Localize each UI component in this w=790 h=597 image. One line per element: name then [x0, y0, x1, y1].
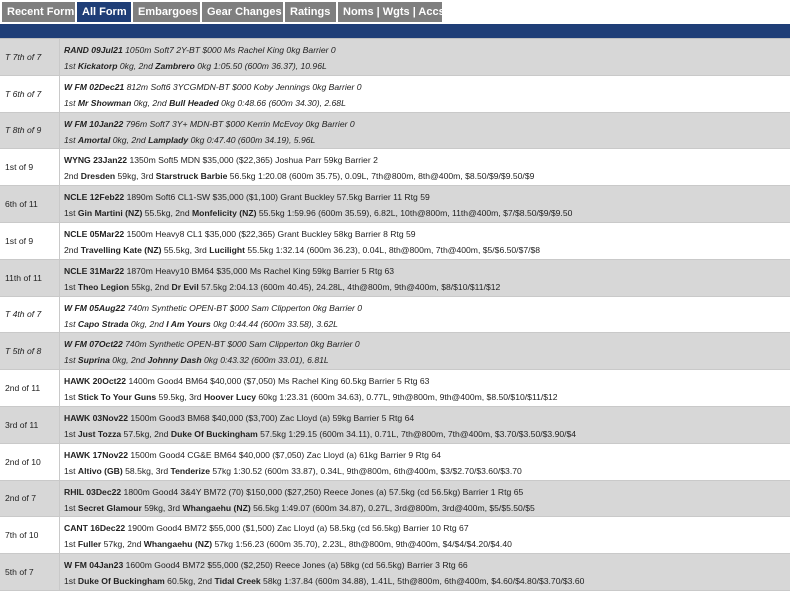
- finish-position: 2nd of 7: [0, 481, 60, 517]
- finish-position: 1st of 9: [0, 223, 60, 259]
- horse-name: Zambrero: [155, 61, 195, 71]
- horse-name: Dresden: [80, 171, 116, 182]
- result-text: 55.5kg 1:32.14 (600m 36.23), 0.04L, 8th@800m, 7th@400m, $5/$6.50/$7/$8: [245, 244, 541, 255]
- race-info: [64, 39, 786, 75]
- finish-position: T 6th of 7: [0, 76, 60, 112]
- race-info: [64, 297, 786, 333]
- table-row: [0, 517, 790, 554]
- result-text: 56.5kg 1:49.07 (600m 34.87), 0.27L, 3rd@800m, 3rd@400m, $5/$5.50/$5: [250, 502, 535, 513]
- result-text: 59kg, 3rd: [115, 171, 156, 182]
- table-row: [0, 333, 790, 370]
- race-info: [64, 444, 786, 480]
- horse-name: Fuller: [77, 539, 102, 550]
- race-details: 812m Soft6 3YCGMDN-BT $000 Koby Jennings 0kg Barrier 0: [124, 81, 362, 92]
- horse-name: Stick To Your Guns: [77, 392, 157, 403]
- result-text: 0kg 0:43.32 (600m 33.01), 6.81L: [201, 355, 329, 366]
- header-strip: [0, 24, 790, 38]
- race-details: 1800m Good4 3&4Y BM72 (70) $150,000 ($27,250) Reece Jones (a) 57.5kg (cd 56.5kg) Barrier 1 Rtg 65: [121, 486, 524, 497]
- horse-name: Duke Of Buckingham: [170, 428, 258, 439]
- race-info: [64, 113, 786, 149]
- race-result-line: [64, 503, 535, 513]
- result-text: 57kg, 2nd: [101, 539, 144, 550]
- race-details: 1350m Soft5 MDN $35,000 ($22,365) Joshua Parr 59kg Barrier 2: [127, 155, 378, 166]
- race-details: 796m Soft7 3Y+ MDN-BT $000 Kerrin McEvoy 0kg Barrier 0: [123, 118, 355, 129]
- tab-embargoes[interactable]: Embargoes: [133, 2, 200, 22]
- finish-position: T 4th of 7: [0, 297, 60, 333]
- race-details: 1600m Good4 BM72 $55,000 ($2,250) Reece Jones (a) 58kg (cd 56.5kg) Barrier 3 Rtg 66: [123, 560, 468, 571]
- race-venue-date: NCLE 12Feb22: [64, 192, 125, 203]
- result-position-label: 1st: [64, 502, 78, 513]
- race-details-line: [64, 450, 441, 460]
- result-position-label: 2nd: [64, 171, 81, 182]
- race-venue-date: W FM 07Oct22: [64, 339, 123, 350]
- race-details: 1500m Heavy8 CL1 $35,000 ($22,365) Grant Buckley 58kg Barrier 8 Rtg 59: [124, 228, 416, 239]
- race-result-line: [64, 171, 534, 181]
- horse-name: Whangaehu (NZ): [143, 539, 213, 550]
- table-row: [0, 370, 790, 407]
- race-result-line: [64, 98, 346, 108]
- horse-name: Lucilight: [209, 244, 246, 255]
- result-text: 57kg 1:30.52 (600m 33.87), 0.34L, 9th@800m, 6th@400m, $3/$2.70/$3.60/$3.70: [210, 465, 522, 476]
- table-row: [0, 39, 790, 76]
- race-result-line: [64, 466, 522, 476]
- result-position-label: 2nd: [64, 244, 81, 255]
- race-details: 1890m Soft6 CL1-SW $35,000 ($1,100) Grant Buckley 57.5kg Barrier 11 Rtg 59: [124, 192, 430, 203]
- result-position-label: 1st: [64, 355, 78, 366]
- result-text: 0kg, 2nd: [131, 97, 170, 108]
- horse-name: Altivo (GB): [77, 465, 123, 476]
- race-info: [64, 370, 786, 406]
- form-table: [0, 38, 790, 591]
- result-text: 0kg, 2nd: [117, 61, 156, 71]
- result-text: 0kg 0:48.66 (600m 34.30), 2.68L: [218, 97, 346, 108]
- finish-position: T 8th of 9: [0, 113, 60, 149]
- table-row: [0, 260, 790, 297]
- race-venue-date: NCLE 05Mar22: [64, 228, 125, 239]
- race-venue-date: RHIL 03Dec22: [64, 486, 122, 497]
- finish-position: 1st of 9: [0, 149, 60, 185]
- horse-name: I Am Yours: [166, 318, 211, 329]
- result-text: 0kg, 2nd: [128, 318, 167, 329]
- horse-name: Starstruck Barbie: [155, 171, 228, 182]
- race-result-line: [64, 61, 327, 71]
- race-result-line: [64, 355, 329, 365]
- race-details-line: [64, 155, 378, 165]
- horse-name: Mr Showman: [77, 97, 132, 108]
- result-text: 0kg 0:44.44 (600m 33.58), 3.62L: [210, 318, 338, 329]
- horse-name: Theo Legion: [77, 281, 129, 292]
- race-details-line: [64, 45, 336, 55]
- race-details: 1050m Soft7 2Y-BT $000 Ms Rachel King 0kg Barrier 0: [122, 45, 336, 55]
- race-venue-date: W FM 10Jan22: [64, 118, 124, 129]
- result-position-label: 1st: [64, 428, 78, 439]
- horse-name: Amortal: [77, 134, 111, 145]
- tab-bar: [0, 0, 790, 24]
- result-position-label: 1st: [64, 465, 78, 476]
- race-venue-date: W FM 05Aug22: [64, 302, 126, 313]
- horse-name: Duke Of Buckingham: [77, 576, 165, 587]
- race-details: 1500m Good3 BM68 $40,000 ($3,700) Zac Lloyd (a) 59kg Barrier 5 Rtg 64: [128, 412, 415, 423]
- race-venue-date: WYNG 23Jan22: [64, 155, 128, 166]
- result-position-label: 1st: [64, 539, 78, 550]
- result-text: 57.5kg, 2nd: [121, 428, 171, 439]
- table-row: [0, 481, 790, 518]
- horse-name: Suprina: [77, 355, 110, 366]
- race-details: 1500m Good4 CG&E BM64 $40,000 ($7,050) Zac Lloyd (a) 61kg Barrier 9 Rtg 64: [128, 449, 441, 460]
- horse-name: Whangaehu (NZ): [182, 502, 251, 513]
- table-row: [0, 297, 790, 334]
- table-row: [0, 113, 790, 150]
- result-position-label: 1st: [64, 134, 78, 145]
- result-text: 0kg 0:47.40 (600m 34.19), 5.96L: [188, 134, 316, 145]
- race-venue-date: NCLE 31Mar22: [64, 265, 125, 276]
- race-venue-date: HAWK 03Nov22: [64, 412, 128, 423]
- race-details-line: [64, 523, 469, 533]
- race-info: [64, 407, 786, 443]
- table-row: [0, 149, 790, 186]
- race-info: [64, 76, 786, 112]
- result-position-label: 1st: [64, 61, 78, 71]
- race-details-line: [64, 339, 360, 349]
- race-details-line: [64, 82, 362, 92]
- race-result-line: [64, 429, 576, 439]
- tab-noms-wgts-accs[interactable]: Noms | Wgts | Accs: [338, 2, 442, 22]
- horse-name: Bull Headed: [169, 97, 219, 108]
- finish-position: 3rd of 11: [0, 407, 60, 443]
- race-result-line: [64, 319, 338, 329]
- race-details-line: [64, 192, 430, 202]
- race-details-line: [64, 303, 362, 313]
- race-venue-date: HAWK 20Oct22: [64, 376, 127, 387]
- result-text: 0kg 1:05.50 (600m 36.37), 10.96L: [194, 61, 327, 71]
- race-result-line: [64, 392, 558, 402]
- race-details-line: [64, 487, 523, 497]
- result-position-label: 1st: [64, 281, 78, 292]
- result-position-label: 1st: [64, 318, 78, 329]
- result-text: 0kg, 2nd: [110, 134, 149, 145]
- tab-all-form[interactable]: All Form: [77, 2, 131, 22]
- race-info: [64, 517, 786, 553]
- race-result-line: [64, 282, 500, 292]
- horse-name: Dr Evil: [171, 281, 199, 292]
- race-details: 740m Synthetic OPEN-BT $000 Sam Clipperton 0kg Barrier 0: [122, 339, 360, 350]
- finish-position: 11th of 11: [0, 260, 60, 296]
- finish-position: T 5th of 8: [0, 333, 60, 369]
- result-text: 55kg, 2nd: [128, 281, 172, 292]
- table-row: [0, 76, 790, 113]
- race-info: [64, 223, 786, 259]
- race-result-line: [64, 245, 540, 255]
- race-info: [64, 333, 786, 369]
- race-info: [64, 149, 786, 185]
- horse-name: Johnny Dash: [147, 355, 202, 366]
- result-text: 57kg 1:56.23 (600m 35.70), 2.23L, 8th@800m, 9th@400m, $4/$4/$4.20/$4.40: [212, 539, 512, 550]
- finish-position: 5th of 7: [0, 554, 60, 590]
- horse-name: Tidal Creek: [214, 576, 261, 587]
- race-details-line: [64, 376, 429, 386]
- race-details-line: [64, 560, 468, 570]
- horse-name: Monfelicity (NZ): [192, 208, 257, 219]
- race-result-line: [64, 208, 572, 218]
- result-position-label: 1st: [64, 208, 78, 219]
- tab-ratings[interactable]: Ratings: [285, 2, 336, 22]
- result-text: 55.5kg 1:59.96 (600m 35.59), 6.82L, 10th@800m, 11th@400m, $7/$8.50/$9/$9.50: [256, 208, 573, 219]
- race-details: 1400m Good4 BM64 $40,000 ($7,050) Ms Rachel King 60.5kg Barrier 5 Rtg 63: [126, 376, 430, 387]
- result-position-label: 1st: [64, 97, 78, 108]
- race-details: 1900m Good4 BM72 $55,000 ($1,500) Zac Lloyd (a) 58.5kg (cd 56.5kg) Barrier 10 Rtg 67: [125, 523, 469, 534]
- race-venue-date: CANT 16Dec22: [64, 523, 126, 534]
- horse-name: Travelling Kate (NZ): [80, 244, 162, 255]
- result-text: 60kg 1:23.31 (600m 34.63), 0.77L, 9th@800m, 9th@400m, $8.50/$10/$11/$12: [256, 392, 558, 403]
- result-position-label: 1st: [64, 576, 78, 587]
- race-details-line: [64, 266, 394, 276]
- result-text: 59.5kg, 3rd: [156, 392, 204, 403]
- race-result-line: [64, 135, 315, 145]
- finish-position: T 7th of 7: [0, 39, 60, 75]
- race-venue-date: W FM 02Dec21: [64, 81, 125, 92]
- finish-position: 2nd of 11: [0, 370, 60, 406]
- result-text: 55.5kg, 2nd: [142, 208, 193, 219]
- horse-name: Secret Glamour: [77, 502, 142, 513]
- result-text: 60.5kg, 2nd: [164, 576, 215, 587]
- tab-recent-form[interactable]: Recent Form: [2, 2, 75, 22]
- tab-gear-changes[interactable]: Gear Changes: [202, 2, 283, 22]
- race-info: [64, 186, 786, 222]
- horse-name: Capo Strada: [77, 318, 129, 329]
- finish-position: 2nd of 10: [0, 444, 60, 480]
- race-details: 1870m Heavy10 BM64 $35,000 Ms Rachel King 59kg Barrier 5 Rtg 63: [124, 265, 395, 276]
- result-text: 59kg, 3rd: [141, 502, 183, 513]
- result-text: 58.5kg, 3rd: [122, 465, 171, 476]
- table-row: [0, 186, 790, 223]
- result-text: 0kg, 2nd: [109, 355, 148, 366]
- race-info: [64, 481, 786, 517]
- race-info: [64, 554, 786, 590]
- race-venue-date: W FM 04Jan23: [64, 560, 124, 571]
- result-text: 56.5kg 1:20.08 (600m 35.75), 0.09L, 7th@800m, 8th@400m, $8.50/$9/$9.50/$9: [227, 171, 535, 182]
- race-details-line: [64, 413, 414, 423]
- race-venue-date: RAND 09Jul21: [64, 45, 123, 55]
- horse-name: Tenderize: [170, 465, 210, 476]
- race-details-line: [64, 229, 416, 239]
- race-details-line: [64, 119, 355, 129]
- horse-name: Gin Martini (NZ): [77, 208, 143, 219]
- result-text: 57.5kg 1:29.15 (600m 34.11), 0.71L, 7th@800m, 7th@400m, $3.70/$3.50/$3.90/$4: [257, 428, 577, 439]
- race-venue-date: HAWK 17Nov22: [64, 449, 128, 460]
- result-text: 55.5kg, 3rd: [161, 244, 210, 255]
- race-result-line: [64, 576, 584, 586]
- race-result-line: [64, 539, 512, 549]
- table-row: [0, 407, 790, 444]
- result-position-label: 1st: [64, 392, 78, 403]
- horse-name: Just Tozza: [77, 428, 122, 439]
- race-details: 740m Synthetic OPEN-BT $000 Sam Clipperton 0kg Barrier 0: [125, 302, 363, 313]
- table-row: [0, 223, 790, 260]
- table-row: [0, 554, 790, 591]
- horse-name: Lamplady: [148, 134, 189, 145]
- finish-position: 6th of 11: [0, 186, 60, 222]
- result-text: 58kg 1:37.84 (600m 34.88), 1.41L, 5th@800m, 6th@400m, $4.60/$4.80/$3.70/$3.60: [260, 576, 585, 587]
- race-info: [64, 260, 786, 296]
- horse-name: Hoover Lucy: [203, 392, 257, 403]
- horse-name: Kickatorp: [77, 61, 118, 71]
- finish-position: 7th of 10: [0, 517, 60, 553]
- table-row: [0, 444, 790, 481]
- result-text: 57.5kg 2:04.13 (600m 40.45), 24.28L, 4th@800m, 9th@400m, $8/$10/$11/$12: [198, 281, 501, 292]
